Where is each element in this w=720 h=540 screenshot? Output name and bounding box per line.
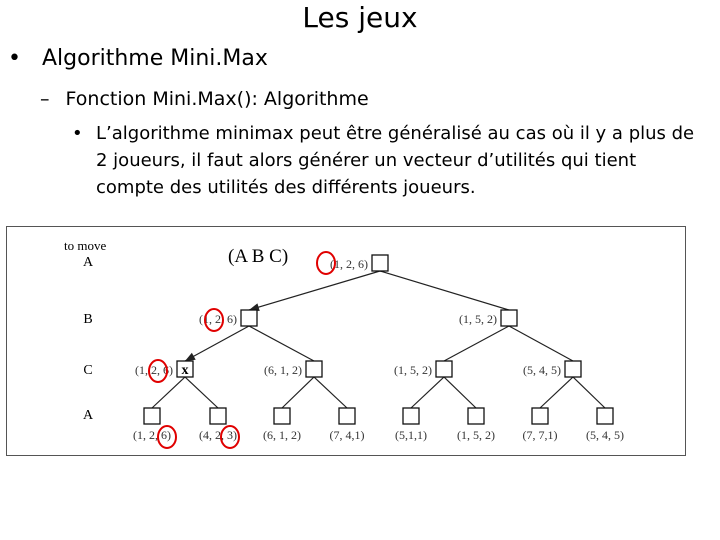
utility-vector-leaf: (5,1,1) [395,428,427,442]
game-tree-figure [6,226,686,456]
turn-label-level1: B [83,312,93,327]
bullet-marker: • [8,46,21,71]
leaf-node [339,408,355,424]
bullet-level-1 [8,44,268,74]
leaf-node [210,408,226,424]
game-tree-diagram [6,226,686,456]
leaf-node [597,408,613,424]
utility-vector-leaf: (4, 2, 3) [199,428,237,442]
bullet-marker: • [72,123,83,144]
leaf-node [532,408,548,424]
utility-vector-level2: (1, 5, 2) [394,363,432,377]
leaf-node [403,408,419,424]
node-level2 [436,361,452,377]
utility-vector-leaf: (1, 5, 2) [457,428,495,442]
turn-label-level2: C [83,363,93,378]
players-header: to move [64,238,107,253]
node-level1 [241,310,257,326]
bullet-text: L’algorithme minimax peut être généralisé au cas où il y a plus de 2 joueurs, il faut alors générer un vecteur d’utilités qui tient compte des utilités des différents joueurs. [96,123,695,198]
root-node [372,255,388,271]
leaf-node [144,408,160,424]
turn-label-root: A [82,255,94,270]
utility-vector-leaf: (1, 2, 6) [133,428,171,442]
utility-vector-leaf: (7, 7,1) [522,428,558,442]
utility-vector-level1: (1, 5, 2) [459,312,497,326]
slide-title: Les jeux [302,1,418,34]
node-level2 [565,361,581,377]
dash-marker: – [40,88,50,110]
utility-vector-level1: (1, 2, 6) [199,312,237,326]
leaf-node [468,408,484,424]
utility-vector-leaf: (7, 4,1) [329,428,365,442]
utility-vector-level2: (6, 1, 2) [264,363,302,377]
utility-vector-root: (1, 2, 6) [330,257,368,271]
player-order-label: (A B C) [228,246,289,267]
bullet-level-2 [40,86,369,112]
bullet-text: Algorithme Mini.Max [41,46,268,71]
leaf-node [274,408,290,424]
utility-vector-level2: (5, 4, 5) [523,363,561,377]
utility-vector-leaf: (6, 1, 2) [263,428,301,442]
node-level2 [306,361,322,377]
turn-label-leaves: A [82,408,94,423]
chosen-move-mark: x [181,363,189,378]
bullet-level-3 [72,120,712,201]
node-level1 [501,310,517,326]
utility-vector-leaf: (5, 4, 5) [586,428,624,442]
utility-vector-level2: (1, 2, 6) [135,363,173,377]
bullet-text: Fonction Mini.Max(): Algorithme [65,88,369,110]
